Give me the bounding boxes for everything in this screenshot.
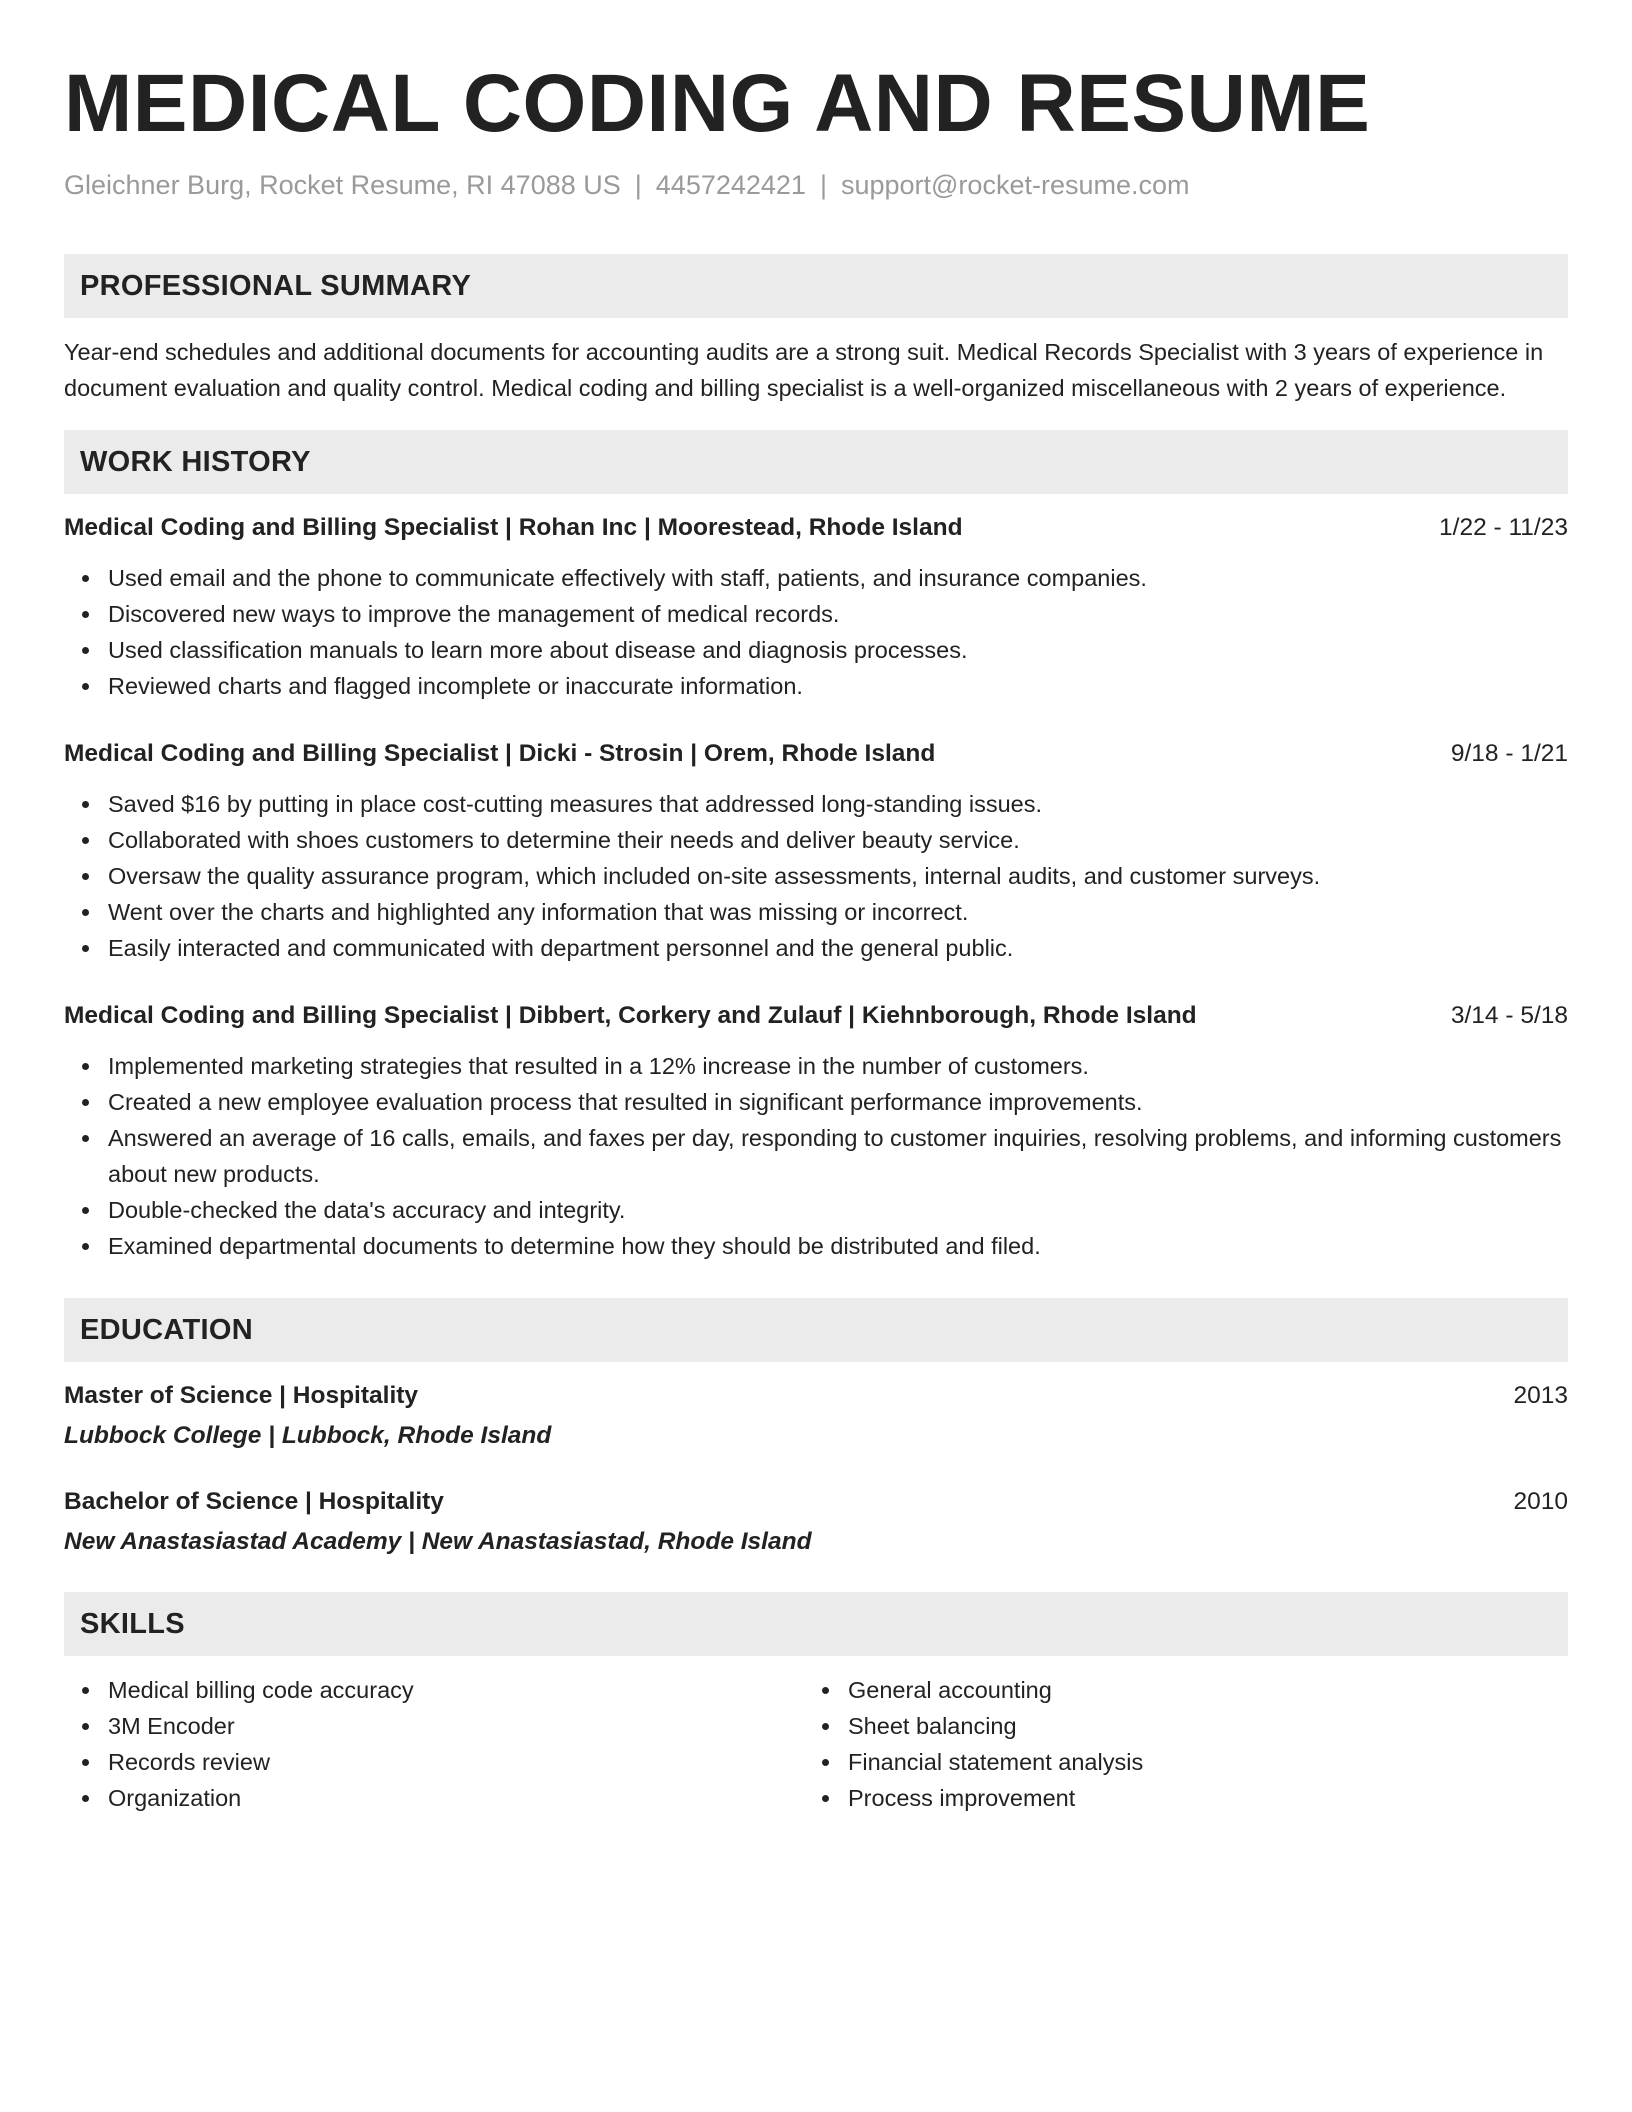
degree-title: Master of Science | Hospitality (64, 1382, 419, 1409)
job-bullets (64, 560, 1568, 704)
job-entry (64, 1000, 1568, 1264)
skills-list-left (64, 1672, 804, 1816)
resume-title: MEDICAL CODING AND RESUME (64, 58, 1371, 149)
job-header (64, 738, 1568, 770)
list-item: Answered an average of 16 calls, emails, and faxes per day, responding to customer inquiries, resolving problems, and informing customers about new products. (64, 1120, 1568, 1192)
skill-item: Financial statement analysis (804, 1744, 1544, 1780)
job-entry (64, 738, 1568, 966)
skill-item: Process improvement (804, 1780, 1544, 1816)
list-item: Examined departmental documents to determine how they should be distributed and filed. (64, 1228, 1568, 1264)
list-item: Saved $16 by putting in place cost-cutting measures that addressed long-standing issues. (64, 786, 1568, 822)
job-dates: 9/18 - 1/21 (1450, 740, 1568, 767)
job-dates: 3/14 - 5/18 (1450, 1002, 1568, 1029)
job-header (64, 512, 1568, 544)
contact-phone: 4457242421 (655, 170, 806, 200)
job-title: Medical Coding and Billing Specialist | Dibbert, Corkery and Zulauf | Kiehnborough, Rhode Island (64, 1002, 1197, 1029)
education-year: 2010 (1513, 1488, 1568, 1515)
job-header (64, 1000, 1568, 1032)
education-entry (64, 1486, 1568, 1558)
skill-item: Organization (64, 1780, 804, 1816)
school-name: Lubbock College | Lubbock, Rhode Island (64, 1422, 552, 1449)
list-item: Collaborated with shoes customers to determine their needs and deliver beauty service. (64, 822, 1568, 858)
list-item: Easily interacted and communicated with department personnel and the general public. (64, 930, 1568, 966)
skills-list-right (804, 1672, 1544, 1816)
list-item: Reviewed charts and flagged incomplete or inaccurate information. (64, 668, 1568, 704)
skill-item: General accounting (804, 1672, 1544, 1708)
job-title: Medical Coding and Billing Specialist | Dicki - Strosin | Orem, Rhode Island (64, 740, 936, 767)
job-bullets (64, 786, 1568, 966)
education-header (64, 1380, 1568, 1412)
resume-page (64, 56, 1568, 1816)
skill-item: Records review (64, 1744, 804, 1780)
contact-address: Gleichner Burg, Rocket Resume, RI 47088 US (64, 170, 621, 200)
section-header-work-history: WORK HISTORY (64, 430, 1568, 494)
list-item: Created a new employee evaluation process that resulted in significant performance improvements. (64, 1084, 1568, 1120)
job-title: Medical Coding and Billing Specialist | Rohan Inc | Moorestead, Rhode Island (64, 514, 963, 541)
education-entry (64, 1380, 1568, 1452)
job-entry (64, 512, 1568, 704)
list-item: Used email and the phone to communicate effectively with staff, patients, and insurance companies. (64, 560, 1568, 596)
contact-line (64, 168, 1568, 202)
contact-separator: | (819, 170, 827, 200)
list-item: Discovered new ways to improve the management of medical records. (64, 596, 1568, 632)
school-name: New Anastasiastad Academy | New Anastasiastad, Rhode Island (64, 1528, 812, 1555)
job-dates: 1/22 - 11/23 (1439, 514, 1568, 541)
skill-item: Medical billing code accuracy (64, 1672, 804, 1708)
skill-item: 3M Encoder (64, 1708, 804, 1744)
section-header-summary: PROFESSIONAL SUMMARY (64, 254, 1568, 318)
summary-text: Year-end schedules and additional documents for accounting audits are a strong suit. Medical Records Specialist with 3 years of experience in document evaluation and quality control. Medical coding and billing specialist is a well-organized miscellaneous with 2 years of experience. (64, 339, 1544, 401)
contact-separator: | (634, 170, 642, 200)
education-header (64, 1486, 1568, 1518)
education-year: 2013 (1513, 1382, 1568, 1409)
degree-title: Bachelor of Science | Hospitality (64, 1488, 444, 1515)
list-item: Double-checked the data's accuracy and integrity. (64, 1192, 1568, 1228)
section-header-education: EDUCATION (64, 1298, 1568, 1362)
list-item: Went over the charts and highlighted any information that was missing or incorrect. (64, 894, 1568, 930)
job-bullets (64, 1048, 1568, 1264)
skill-item: Sheet balancing (804, 1708, 1544, 1744)
section-header-skills: SKILLS (64, 1592, 1568, 1656)
list-item: Implemented marketing strategies that resulted in a 12% increase in the number of customers. (64, 1048, 1568, 1084)
list-item: Used classification manuals to learn more about disease and diagnosis processes. (64, 632, 1568, 668)
skills-grid (64, 1672, 1568, 1816)
contact-email: support@rocket-resume.com (840, 170, 1190, 200)
list-item: Oversaw the quality assurance program, which included on-site assessments, internal audits, and customer surveys. (64, 858, 1568, 894)
